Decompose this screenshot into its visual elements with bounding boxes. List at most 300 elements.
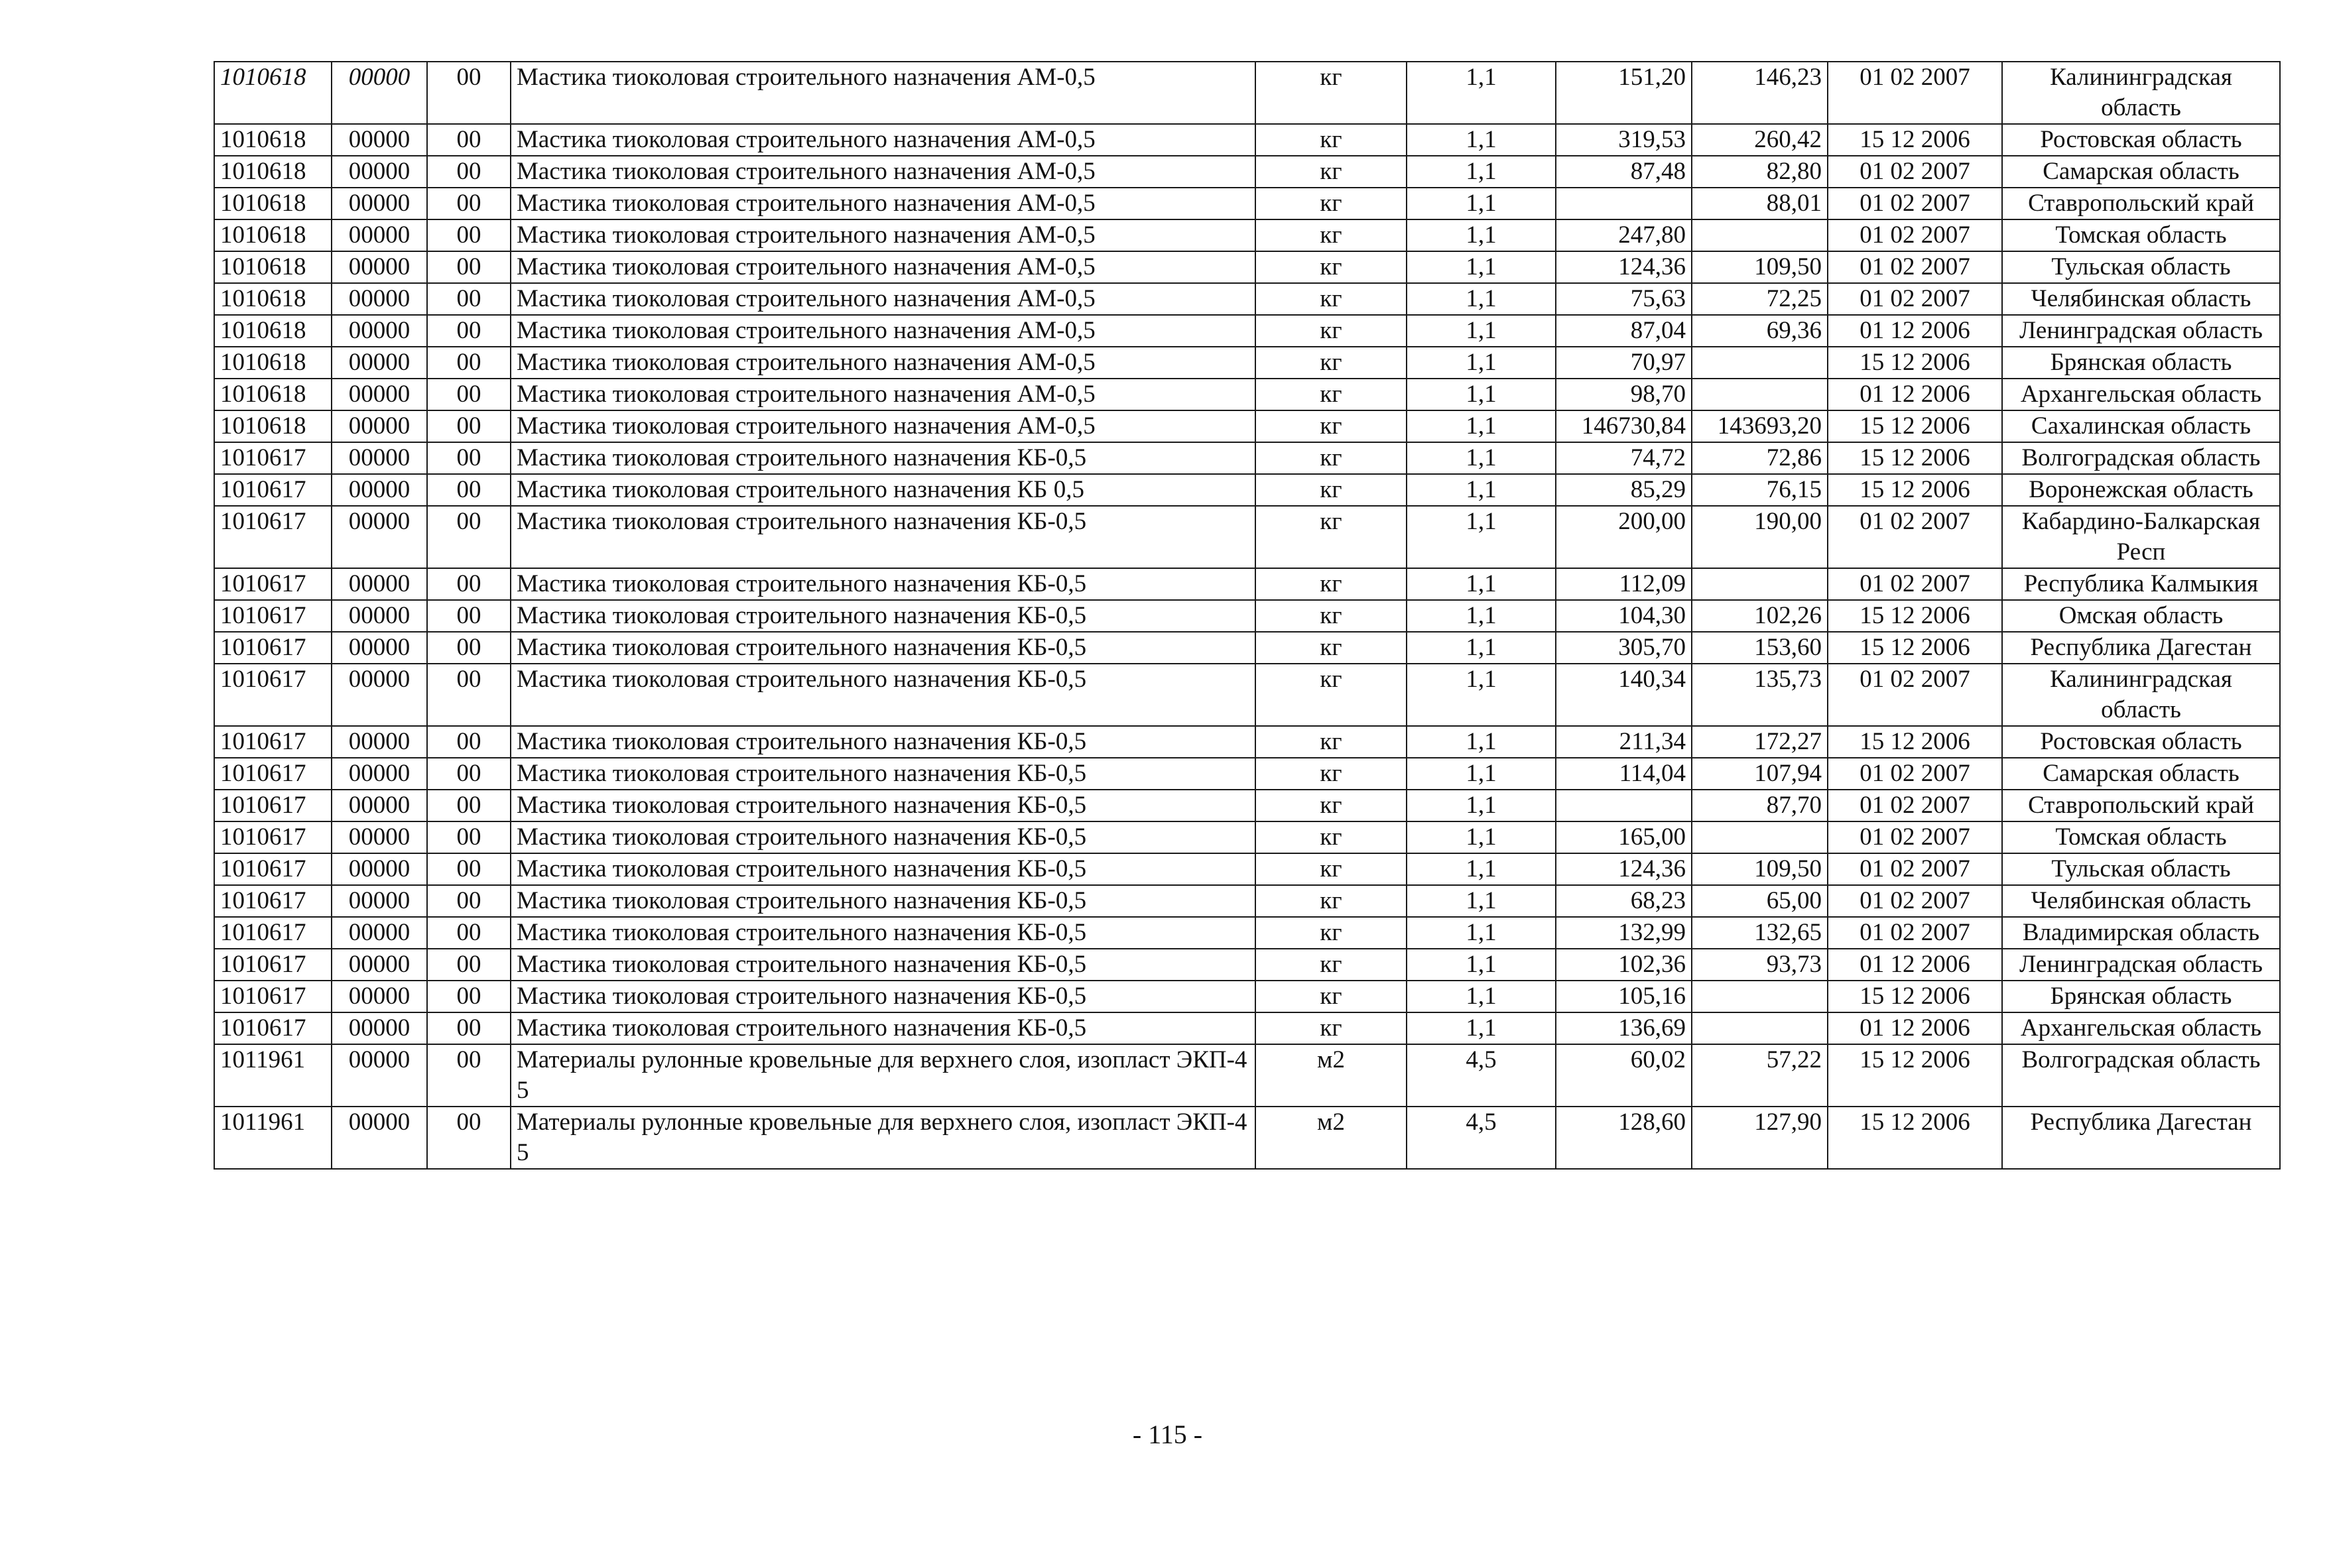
ext-code-cell: 00 — [427, 949, 511, 981]
table-row — [214, 726, 2280, 758]
ext-code-cell: 00 — [427, 156, 511, 188]
coefficient-cell: 1,1 — [1407, 379, 1556, 410]
region-cell: Томская область — [2002, 821, 2280, 853]
unit-cell: м2 — [1255, 1044, 1407, 1107]
sub-code-cell: 00000 — [332, 1107, 427, 1169]
sub-code-cell: 00000 — [332, 442, 427, 474]
date-cell: 01 12 2006 — [1828, 949, 2002, 981]
region-cell: Самарская область — [2002, 758, 2280, 790]
region-cell: Тульская область — [2002, 251, 2280, 283]
coefficient-cell: 1,1 — [1407, 1012, 1556, 1044]
ext-code-cell: 00 — [427, 124, 511, 156]
date-cell: 01 02 2007 — [1828, 821, 2002, 853]
ext-code-cell: 00 — [427, 410, 511, 442]
date-cell: 01 02 2007 — [1828, 664, 2002, 726]
sub-code-cell: 00000 — [332, 1044, 427, 1107]
ext-code-cell: 00 — [427, 188, 511, 219]
table-row — [214, 156, 2280, 188]
ext-code-cell: 00 — [427, 664, 511, 726]
coefficient-cell: 1,1 — [1407, 442, 1556, 474]
date-cell: 01 02 2007 — [1828, 156, 2002, 188]
table-row — [214, 853, 2280, 885]
ext-code-cell: 00 — [427, 506, 511, 568]
material-name-cell: Мастика тиоколовая строительного назначения АМ-0,5 — [511, 347, 1255, 379]
price-table — [214, 61, 2281, 1170]
price-alt-cell — [1692, 347, 1828, 379]
material-name-cell: Мастика тиоколовая строительного назначения КБ-0,5 — [511, 1012, 1255, 1044]
date-cell: 01 02 2007 — [1828, 506, 2002, 568]
sub-code-cell: 00000 — [332, 251, 427, 283]
date-cell: 01 02 2007 — [1828, 251, 2002, 283]
price-cell: 200,00 — [1556, 506, 1692, 568]
resource-code-cell: 1010618 — [214, 219, 332, 251]
price-cell — [1556, 188, 1692, 219]
resource-code-cell: 1010618 — [214, 347, 332, 379]
table-row — [214, 917, 2280, 949]
unit-cell: кг — [1255, 853, 1407, 885]
sub-code-cell: 00000 — [332, 853, 427, 885]
region-cell: Омская область — [2002, 600, 2280, 632]
price-cell: 114,04 — [1556, 758, 1692, 790]
sub-code-cell: 00000 — [332, 156, 427, 188]
table-row — [214, 62, 2280, 124]
price-cell: 128,60 — [1556, 1107, 1692, 1169]
price-alt-cell: 107,94 — [1692, 758, 1828, 790]
region-cell: Ростовская область — [2002, 124, 2280, 156]
coefficient-cell: 1,1 — [1407, 124, 1556, 156]
region-cell: Калининградская область — [2002, 62, 2280, 124]
resource-code-cell: 1010617 — [214, 790, 332, 821]
price-cell: 85,29 — [1556, 474, 1692, 506]
region-cell: Челябинская область — [2002, 885, 2280, 917]
ext-code-cell: 00 — [427, 347, 511, 379]
date-cell: 15 12 2006 — [1828, 981, 2002, 1012]
price-alt-cell: 146,23 — [1692, 62, 1828, 124]
material-name-cell: Мастика тиоколовая строительного назначения АМ-0,5 — [511, 62, 1255, 124]
table-row — [214, 1107, 2280, 1169]
price-cell: 98,70 — [1556, 379, 1692, 410]
date-cell: 01 02 2007 — [1828, 885, 2002, 917]
material-name-cell: Мастика тиоколовая строительного назначения КБ-0,5 — [511, 821, 1255, 853]
resource-code-cell: 1010617 — [214, 442, 332, 474]
date-cell: 01 02 2007 — [1828, 188, 2002, 219]
material-name-cell: Мастика тиоколовая строительного назначения АМ-0,5 — [511, 315, 1255, 347]
ext-code-cell: 00 — [427, 251, 511, 283]
unit-cell: кг — [1255, 315, 1407, 347]
ext-code-cell: 00 — [427, 474, 511, 506]
region-cell: Волгоградская область — [2002, 442, 2280, 474]
unit-cell: кг — [1255, 568, 1407, 600]
ext-code-cell: 00 — [427, 379, 511, 410]
sub-code-cell: 00000 — [332, 379, 427, 410]
price-cell: 132,99 — [1556, 917, 1692, 949]
coefficient-cell: 1,1 — [1407, 283, 1556, 315]
unit-cell: кг — [1255, 917, 1407, 949]
coefficient-cell: 1,1 — [1407, 188, 1556, 219]
unit-cell: кг — [1255, 379, 1407, 410]
resource-code-cell: 1010617 — [214, 726, 332, 758]
price-cell: 140,34 — [1556, 664, 1692, 726]
price-cell: 305,70 — [1556, 632, 1692, 664]
table-row — [214, 283, 2280, 315]
date-cell: 01 12 2006 — [1828, 315, 2002, 347]
page-number: - 115 - — [1132, 1419, 1203, 1449]
table-row — [214, 821, 2280, 853]
ext-code-cell: 00 — [427, 726, 511, 758]
date-cell: 15 12 2006 — [1828, 600, 2002, 632]
material-name-cell: Мастика тиоколовая строительного назначения КБ-0,5 — [511, 726, 1255, 758]
region-cell: Ленинградская область — [2002, 315, 2280, 347]
coefficient-cell: 4,5 — [1407, 1107, 1556, 1169]
region-cell: Республика Калмыкия — [2002, 568, 2280, 600]
coefficient-cell: 1,1 — [1407, 949, 1556, 981]
region-cell: Республика Дагестан — [2002, 1107, 2280, 1169]
price-alt-cell: 82,80 — [1692, 156, 1828, 188]
resource-code-cell: 1010617 — [214, 600, 332, 632]
date-cell: 01 12 2006 — [1828, 1012, 2002, 1044]
price-alt-cell: 93,73 — [1692, 949, 1828, 981]
unit-cell: кг — [1255, 758, 1407, 790]
unit-cell: кг — [1255, 347, 1407, 379]
ext-code-cell: 00 — [427, 315, 511, 347]
unit-cell: кг — [1255, 219, 1407, 251]
ext-code-cell: 00 — [427, 62, 511, 124]
unit-cell: кг — [1255, 981, 1407, 1012]
price-alt-cell: 72,25 — [1692, 283, 1828, 315]
coefficient-cell: 1,1 — [1407, 474, 1556, 506]
material-name-cell: Мастика тиоколовая строительного назначения КБ-0,5 — [511, 949, 1255, 981]
price-alt-cell: 76,15 — [1692, 474, 1828, 506]
sub-code-cell: 00000 — [332, 600, 427, 632]
coefficient-cell: 1,1 — [1407, 219, 1556, 251]
sub-code-cell: 00000 — [332, 410, 427, 442]
material-name-cell: Мастика тиоколовая строительного назначения КБ 0,5 — [511, 474, 1255, 506]
ext-code-cell: 00 — [427, 758, 511, 790]
region-cell: Ставропольский край — [2002, 188, 2280, 219]
material-name-cell: Мастика тиоколовая строительного назначения АМ-0,5 — [511, 410, 1255, 442]
price-alt-cell: 143693,20 — [1692, 410, 1828, 442]
resource-code-cell: 1010618 — [214, 410, 332, 442]
resource-code-cell: 1010617 — [214, 853, 332, 885]
ext-code-cell: 00 — [427, 219, 511, 251]
region-cell: Ленинградская область — [2002, 949, 2280, 981]
unit-cell: кг — [1255, 885, 1407, 917]
material-name-cell: Мастика тиоколовая строительного назначения КБ-0,5 — [511, 758, 1255, 790]
coefficient-cell: 1,1 — [1407, 568, 1556, 600]
table-row — [214, 568, 2280, 600]
coefficient-cell: 1,1 — [1407, 347, 1556, 379]
region-cell: Республика Дагестан — [2002, 632, 2280, 664]
table-row — [214, 1012, 2280, 1044]
resource-code-cell: 1010617 — [214, 917, 332, 949]
material-name-cell: Мастика тиоколовая строительного назначения АМ-0,5 — [511, 283, 1255, 315]
price-cell: 146730,84 — [1556, 410, 1692, 442]
price-alt-cell: 88,01 — [1692, 188, 1828, 219]
date-cell: 01 02 2007 — [1828, 62, 2002, 124]
date-cell: 15 12 2006 — [1828, 726, 2002, 758]
ext-code-cell: 00 — [427, 632, 511, 664]
table-row — [214, 981, 2280, 1012]
sub-code-cell: 00000 — [332, 219, 427, 251]
coefficient-cell: 1,1 — [1407, 664, 1556, 726]
date-cell: 01 02 2007 — [1828, 219, 2002, 251]
price-alt-cell: 87,70 — [1692, 790, 1828, 821]
table-row — [214, 251, 2280, 283]
sub-code-cell: 00000 — [332, 1012, 427, 1044]
table-row — [214, 124, 2280, 156]
price-cell: 102,36 — [1556, 949, 1692, 981]
sub-code-cell: 00000 — [332, 347, 427, 379]
sub-code-cell: 00000 — [332, 949, 427, 981]
table-row — [214, 600, 2280, 632]
date-cell: 01 02 2007 — [1828, 790, 2002, 821]
sub-code-cell: 00000 — [332, 124, 427, 156]
coefficient-cell: 1,1 — [1407, 600, 1556, 632]
date-cell: 15 12 2006 — [1828, 1044, 2002, 1107]
ext-code-cell: 00 — [427, 1044, 511, 1107]
region-cell: Самарская область — [2002, 156, 2280, 188]
material-name-cell: Мастика тиоколовая строительного назначения КБ-0,5 — [511, 568, 1255, 600]
price-alt-cell: 135,73 — [1692, 664, 1828, 726]
sub-code-cell: 00000 — [332, 664, 427, 726]
resource-code-cell: 1010617 — [214, 632, 332, 664]
date-cell: 15 12 2006 — [1828, 410, 2002, 442]
table-row — [214, 379, 2280, 410]
table-row — [214, 949, 2280, 981]
ext-code-cell: 00 — [427, 790, 511, 821]
date-cell: 01 02 2007 — [1828, 758, 2002, 790]
coefficient-cell: 1,1 — [1407, 790, 1556, 821]
unit-cell: кг — [1255, 790, 1407, 821]
sub-code-cell: 00000 — [332, 917, 427, 949]
unit-cell: кг — [1255, 62, 1407, 124]
table-row — [214, 632, 2280, 664]
coefficient-cell: 1,1 — [1407, 62, 1556, 124]
coefficient-cell: 1,1 — [1407, 632, 1556, 664]
material-name-cell: Мастика тиоколовая строительного назначения АМ-0,5 — [511, 188, 1255, 219]
resource-code-cell: 1010618 — [214, 379, 332, 410]
material-name-cell: Мастика тиоколовая строительного назначения КБ-0,5 — [511, 506, 1255, 568]
region-cell: Кабардино-Балкарская Респ — [2002, 506, 2280, 568]
unit-cell: кг — [1255, 1012, 1407, 1044]
sub-code-cell: 00000 — [332, 62, 427, 124]
resource-code-cell: 1010617 — [214, 949, 332, 981]
ext-code-cell: 00 — [427, 917, 511, 949]
coefficient-cell: 1,1 — [1407, 853, 1556, 885]
coefficient-cell: 1,1 — [1407, 506, 1556, 568]
price-alt-cell: 65,00 — [1692, 885, 1828, 917]
region-cell: Брянская область — [2002, 347, 2280, 379]
unit-cell: кг — [1255, 442, 1407, 474]
region-cell: Ставропольский край — [2002, 790, 2280, 821]
resource-code-cell: 1010618 — [214, 124, 332, 156]
table-row — [214, 758, 2280, 790]
sub-code-cell: 00000 — [332, 506, 427, 568]
price-cell: 112,09 — [1556, 568, 1692, 600]
unit-cell: кг — [1255, 283, 1407, 315]
price-alt-cell: 132,65 — [1692, 917, 1828, 949]
price-alt-cell: 127,90 — [1692, 1107, 1828, 1169]
price-cell: 247,80 — [1556, 219, 1692, 251]
material-name-cell: Мастика тиоколовая строительного назначения КБ-0,5 — [511, 442, 1255, 474]
resource-code-cell: 1010617 — [214, 506, 332, 568]
date-cell: 01 02 2007 — [1828, 853, 2002, 885]
resource-code-cell: 1010617 — [214, 821, 332, 853]
price-alt-cell: 260,42 — [1692, 124, 1828, 156]
coefficient-cell: 1,1 — [1407, 315, 1556, 347]
coefficient-cell: 1,1 — [1407, 821, 1556, 853]
price-alt-cell — [1692, 379, 1828, 410]
price-alt-cell — [1692, 981, 1828, 1012]
date-cell: 15 12 2006 — [1828, 632, 2002, 664]
table-row — [214, 506, 2280, 568]
ext-code-cell: 00 — [427, 853, 511, 885]
resource-code-cell: 1010618 — [214, 156, 332, 188]
coefficient-cell: 1,1 — [1407, 156, 1556, 188]
region-cell: Калининградская область — [2002, 664, 2280, 726]
date-cell: 15 12 2006 — [1828, 1107, 2002, 1169]
sub-code-cell: 00000 — [332, 821, 427, 853]
ext-code-cell: 00 — [427, 821, 511, 853]
region-cell: Ростовская область — [2002, 726, 2280, 758]
price-cell: 124,36 — [1556, 251, 1692, 283]
price-alt-cell: 109,50 — [1692, 251, 1828, 283]
ext-code-cell: 00 — [427, 1107, 511, 1169]
sub-code-cell: 00000 — [332, 283, 427, 315]
table-row — [214, 474, 2280, 506]
unit-cell: кг — [1255, 474, 1407, 506]
price-cell: 87,04 — [1556, 315, 1692, 347]
price-cell: 75,63 — [1556, 283, 1692, 315]
table-row — [214, 219, 2280, 251]
table-row — [214, 442, 2280, 474]
region-cell: Тульская область — [2002, 853, 2280, 885]
material-name-cell: Мастика тиоколовая строительного назначения АМ-0,5 — [511, 219, 1255, 251]
date-cell: 01 02 2007 — [1828, 568, 2002, 600]
sub-code-cell: 00000 — [332, 315, 427, 347]
unit-cell: кг — [1255, 600, 1407, 632]
price-cell: 319,53 — [1556, 124, 1692, 156]
date-cell: 15 12 2006 — [1828, 442, 2002, 474]
material-name-cell: Мастика тиоколовая строительного назначения АМ-0,5 — [511, 251, 1255, 283]
sub-code-cell: 00000 — [332, 568, 427, 600]
coefficient-cell: 1,1 — [1407, 251, 1556, 283]
material-name-cell: Материалы рулонные кровельные для верхнего слоя, изопласт ЭКП-4 5 — [511, 1044, 1255, 1107]
date-cell: 15 12 2006 — [1828, 474, 2002, 506]
ext-code-cell: 00 — [427, 283, 511, 315]
sub-code-cell: 00000 — [332, 188, 427, 219]
date-cell: 01 12 2006 — [1828, 379, 2002, 410]
sub-code-cell: 00000 — [332, 726, 427, 758]
sub-code-cell: 00000 — [332, 474, 427, 506]
unit-cell: кг — [1255, 726, 1407, 758]
region-cell: Владимирская область — [2002, 917, 2280, 949]
sub-code-cell: 00000 — [332, 758, 427, 790]
price-cell: 60,02 — [1556, 1044, 1692, 1107]
resource-code-cell: 1010618 — [214, 251, 332, 283]
ext-code-cell: 00 — [427, 981, 511, 1012]
price-alt-cell: 172,27 — [1692, 726, 1828, 758]
date-cell: 01 02 2007 — [1828, 917, 2002, 949]
table-row — [214, 790, 2280, 821]
coefficient-cell: 1,1 — [1407, 726, 1556, 758]
price-cell: 105,16 — [1556, 981, 1692, 1012]
table-row — [214, 1044, 2280, 1107]
resource-code-cell: 1010617 — [214, 758, 332, 790]
region-cell: Воронежская область — [2002, 474, 2280, 506]
coefficient-cell: 1,1 — [1407, 917, 1556, 949]
coefficient-cell: 1,1 — [1407, 410, 1556, 442]
price-cell: 104,30 — [1556, 600, 1692, 632]
region-cell: Архангельская область — [2002, 379, 2280, 410]
material-name-cell: Материалы рулонные кровельные для верхнего слоя, изопласт ЭКП-4 5 — [511, 1107, 1255, 1169]
coefficient-cell: 1,1 — [1407, 981, 1556, 1012]
price-cell: 70,97 — [1556, 347, 1692, 379]
resource-code-cell: 1011961 — [214, 1107, 332, 1169]
price-cell: 74,72 — [1556, 442, 1692, 474]
material-name-cell: Мастика тиоколовая строительного назначения АМ-0,5 — [511, 379, 1255, 410]
price-cell: 124,36 — [1556, 853, 1692, 885]
material-name-cell: Мастика тиоколовая строительного назначения КБ-0,5 — [511, 885, 1255, 917]
sub-code-cell: 00000 — [332, 632, 427, 664]
material-name-cell: Мастика тиоколовая строительного назначения КБ-0,5 — [511, 917, 1255, 949]
region-cell: Брянская область — [2002, 981, 2280, 1012]
resource-code-cell: 1010617 — [214, 1012, 332, 1044]
resource-code-cell: 1010617 — [214, 664, 332, 726]
price-alt-cell: 102,26 — [1692, 600, 1828, 632]
price-alt-cell: 72,86 — [1692, 442, 1828, 474]
price-cell: 68,23 — [1556, 885, 1692, 917]
material-name-cell: Мастика тиоколовая строительного назначения КБ-0,5 — [511, 853, 1255, 885]
resource-code-cell: 1010617 — [214, 885, 332, 917]
region-cell: Челябинская область — [2002, 283, 2280, 315]
region-cell: Сахалинская область — [2002, 410, 2280, 442]
price-cell: 136,69 — [1556, 1012, 1692, 1044]
table-row — [214, 410, 2280, 442]
coefficient-cell: 4,5 — [1407, 1044, 1556, 1107]
coefficient-cell: 1,1 — [1407, 885, 1556, 917]
unit-cell: кг — [1255, 949, 1407, 981]
resource-code-cell: 1011961 — [214, 1044, 332, 1107]
resource-code-cell: 1010618 — [214, 283, 332, 315]
price-alt-cell — [1692, 568, 1828, 600]
ext-code-cell: 00 — [427, 442, 511, 474]
resource-code-cell: 1010618 — [214, 62, 332, 124]
price-alt-cell: 109,50 — [1692, 853, 1828, 885]
resource-code-cell: 1010617 — [214, 474, 332, 506]
unit-cell: кг — [1255, 821, 1407, 853]
ext-code-cell: 00 — [427, 1012, 511, 1044]
ext-code-cell: 00 — [427, 600, 511, 632]
resource-code-cell: 1010617 — [214, 981, 332, 1012]
table-row — [214, 315, 2280, 347]
unit-cell: кг — [1255, 632, 1407, 664]
price-alt-cell: 57,22 — [1692, 1044, 1828, 1107]
sub-code-cell: 00000 — [332, 790, 427, 821]
material-name-cell: Мастика тиоколовая строительного назначения КБ-0,5 — [511, 632, 1255, 664]
unit-cell: кг — [1255, 124, 1407, 156]
unit-cell: кг — [1255, 506, 1407, 568]
coefficient-cell: 1,1 — [1407, 758, 1556, 790]
unit-cell: кг — [1255, 410, 1407, 442]
price-alt-cell: 153,60 — [1692, 632, 1828, 664]
table-row — [214, 347, 2280, 379]
price-alt-cell — [1692, 1012, 1828, 1044]
material-name-cell: Мастика тиоколовая строительного назначения КБ-0,5 — [511, 664, 1255, 726]
date-cell: 15 12 2006 — [1828, 347, 2002, 379]
unit-cell: кг — [1255, 664, 1407, 726]
date-cell: 01 02 2007 — [1828, 283, 2002, 315]
